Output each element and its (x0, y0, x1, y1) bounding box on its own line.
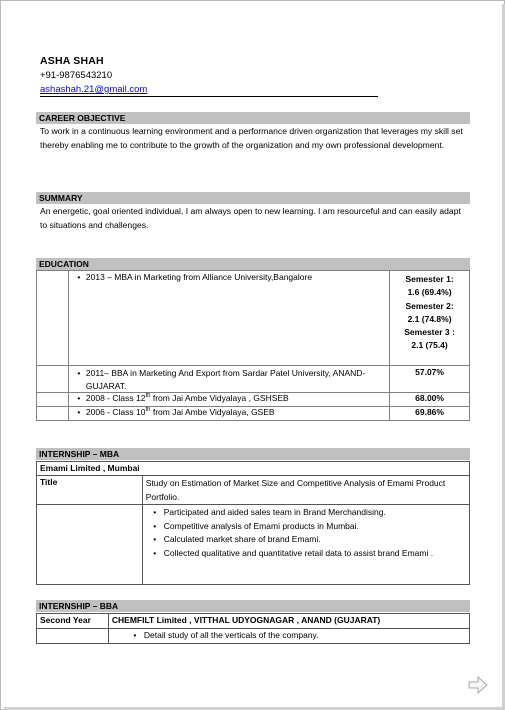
education-text: 2013 – MBA in Marketing from Alliance University,Bangalore (85, 272, 313, 282)
list-item: • Competitive analysis of Emami products in Mumbai. (146, 520, 466, 534)
education-table (36, 270, 470, 421)
list-item: • Detail study of all the verticals of the company. (126, 629, 466, 643)
internship-title-label: Title (37, 476, 143, 505)
email-link[interactable]: ashashah.21@gmail.com (40, 84, 148, 95)
bullet-icon: • (153, 507, 157, 517)
education-text: 2006 - Class 10th from Jai Ambe Vidyalaya, GSEB (85, 407, 275, 417)
bullet-icon: • (77, 272, 81, 282)
internship-bba-table (36, 613, 470, 644)
list-item: • Participated and aided sales team in Brand Merchandising. (146, 506, 466, 520)
bullet-icon: • (153, 547, 157, 558)
bullet-icon: • (153, 534, 157, 544)
bullet-icon: • (133, 630, 137, 640)
education-row (37, 407, 470, 421)
education-result: Semester 1: 1.6 (69.4%) Semester 2: 2.1 (74.8%) Semester 3 : 2.1 (75.4) (390, 271, 470, 366)
education-row (37, 393, 470, 407)
internship-title-value: Study on Estimation of Market Size and Competitive Analysis of Emami Product Portfolio. (142, 476, 469, 505)
list-item: • Collected qualitative and quantitative retail data to assist brand Emami . (146, 547, 466, 561)
bullet-icon: • (77, 407, 81, 417)
internship-mba-heading: INTERNSHIP – MBA (36, 448, 470, 460)
internship-mba-company: Emami Limited , Mumbai (37, 462, 470, 476)
right-arrow-icon[interactable] (468, 676, 488, 694)
education-text: 2011– BBA in Marketing And Export from Sardar Patel University, ANAND- GUJARAT. (85, 368, 366, 391)
education-text: 2008 - Class 12th from Jai Ambe Vidyalaya , GSHSEB (85, 393, 289, 403)
internship-bba-heading: INTERNSHIP – BBA (36, 600, 470, 612)
phone-number: +91-9876543210 (40, 70, 113, 81)
education-result: 68.00% (390, 393, 470, 407)
education-result: 57.07% (390, 366, 470, 393)
internship-bba-year: Second Year (37, 614, 109, 629)
internship-bba-company: CHEMFILT Limited , VITTHAL UDYOGNAGAR , ANAND (GUJARAT) (108, 614, 469, 629)
bullet-icon: • (153, 520, 157, 531)
list-item: • Calculated market share of brand Emami. (146, 533, 466, 547)
internship-mba-table (36, 461, 470, 585)
internship-mba-points (146, 506, 466, 560)
summary-text: An energetic, goal oriented individual, I am always open to new learning. I am resourceful and can easily adapt to situations and challenges. (40, 206, 461, 230)
education-row (37, 366, 470, 393)
education-row (37, 271, 470, 366)
career-objective-heading: CAREER OBJECTIVE (36, 112, 470, 124)
bullet-icon: • (77, 368, 81, 378)
education-result: 69.86% (390, 407, 470, 421)
summary-heading: SUMMARY (36, 192, 470, 204)
internship-bba-points (112, 629, 466, 643)
education-heading: EDUCATION (36, 258, 470, 270)
header-divider (40, 96, 378, 97)
career-objective-text: To work in a continuous learning environment and a performance driven organization that leverages my skill set thereby enabling me to contribute to the growth of the organization and my own professional development. (40, 126, 463, 150)
candidate-name: ASHA SHAH (40, 55, 104, 67)
bullet-icon: • (77, 393, 81, 403)
